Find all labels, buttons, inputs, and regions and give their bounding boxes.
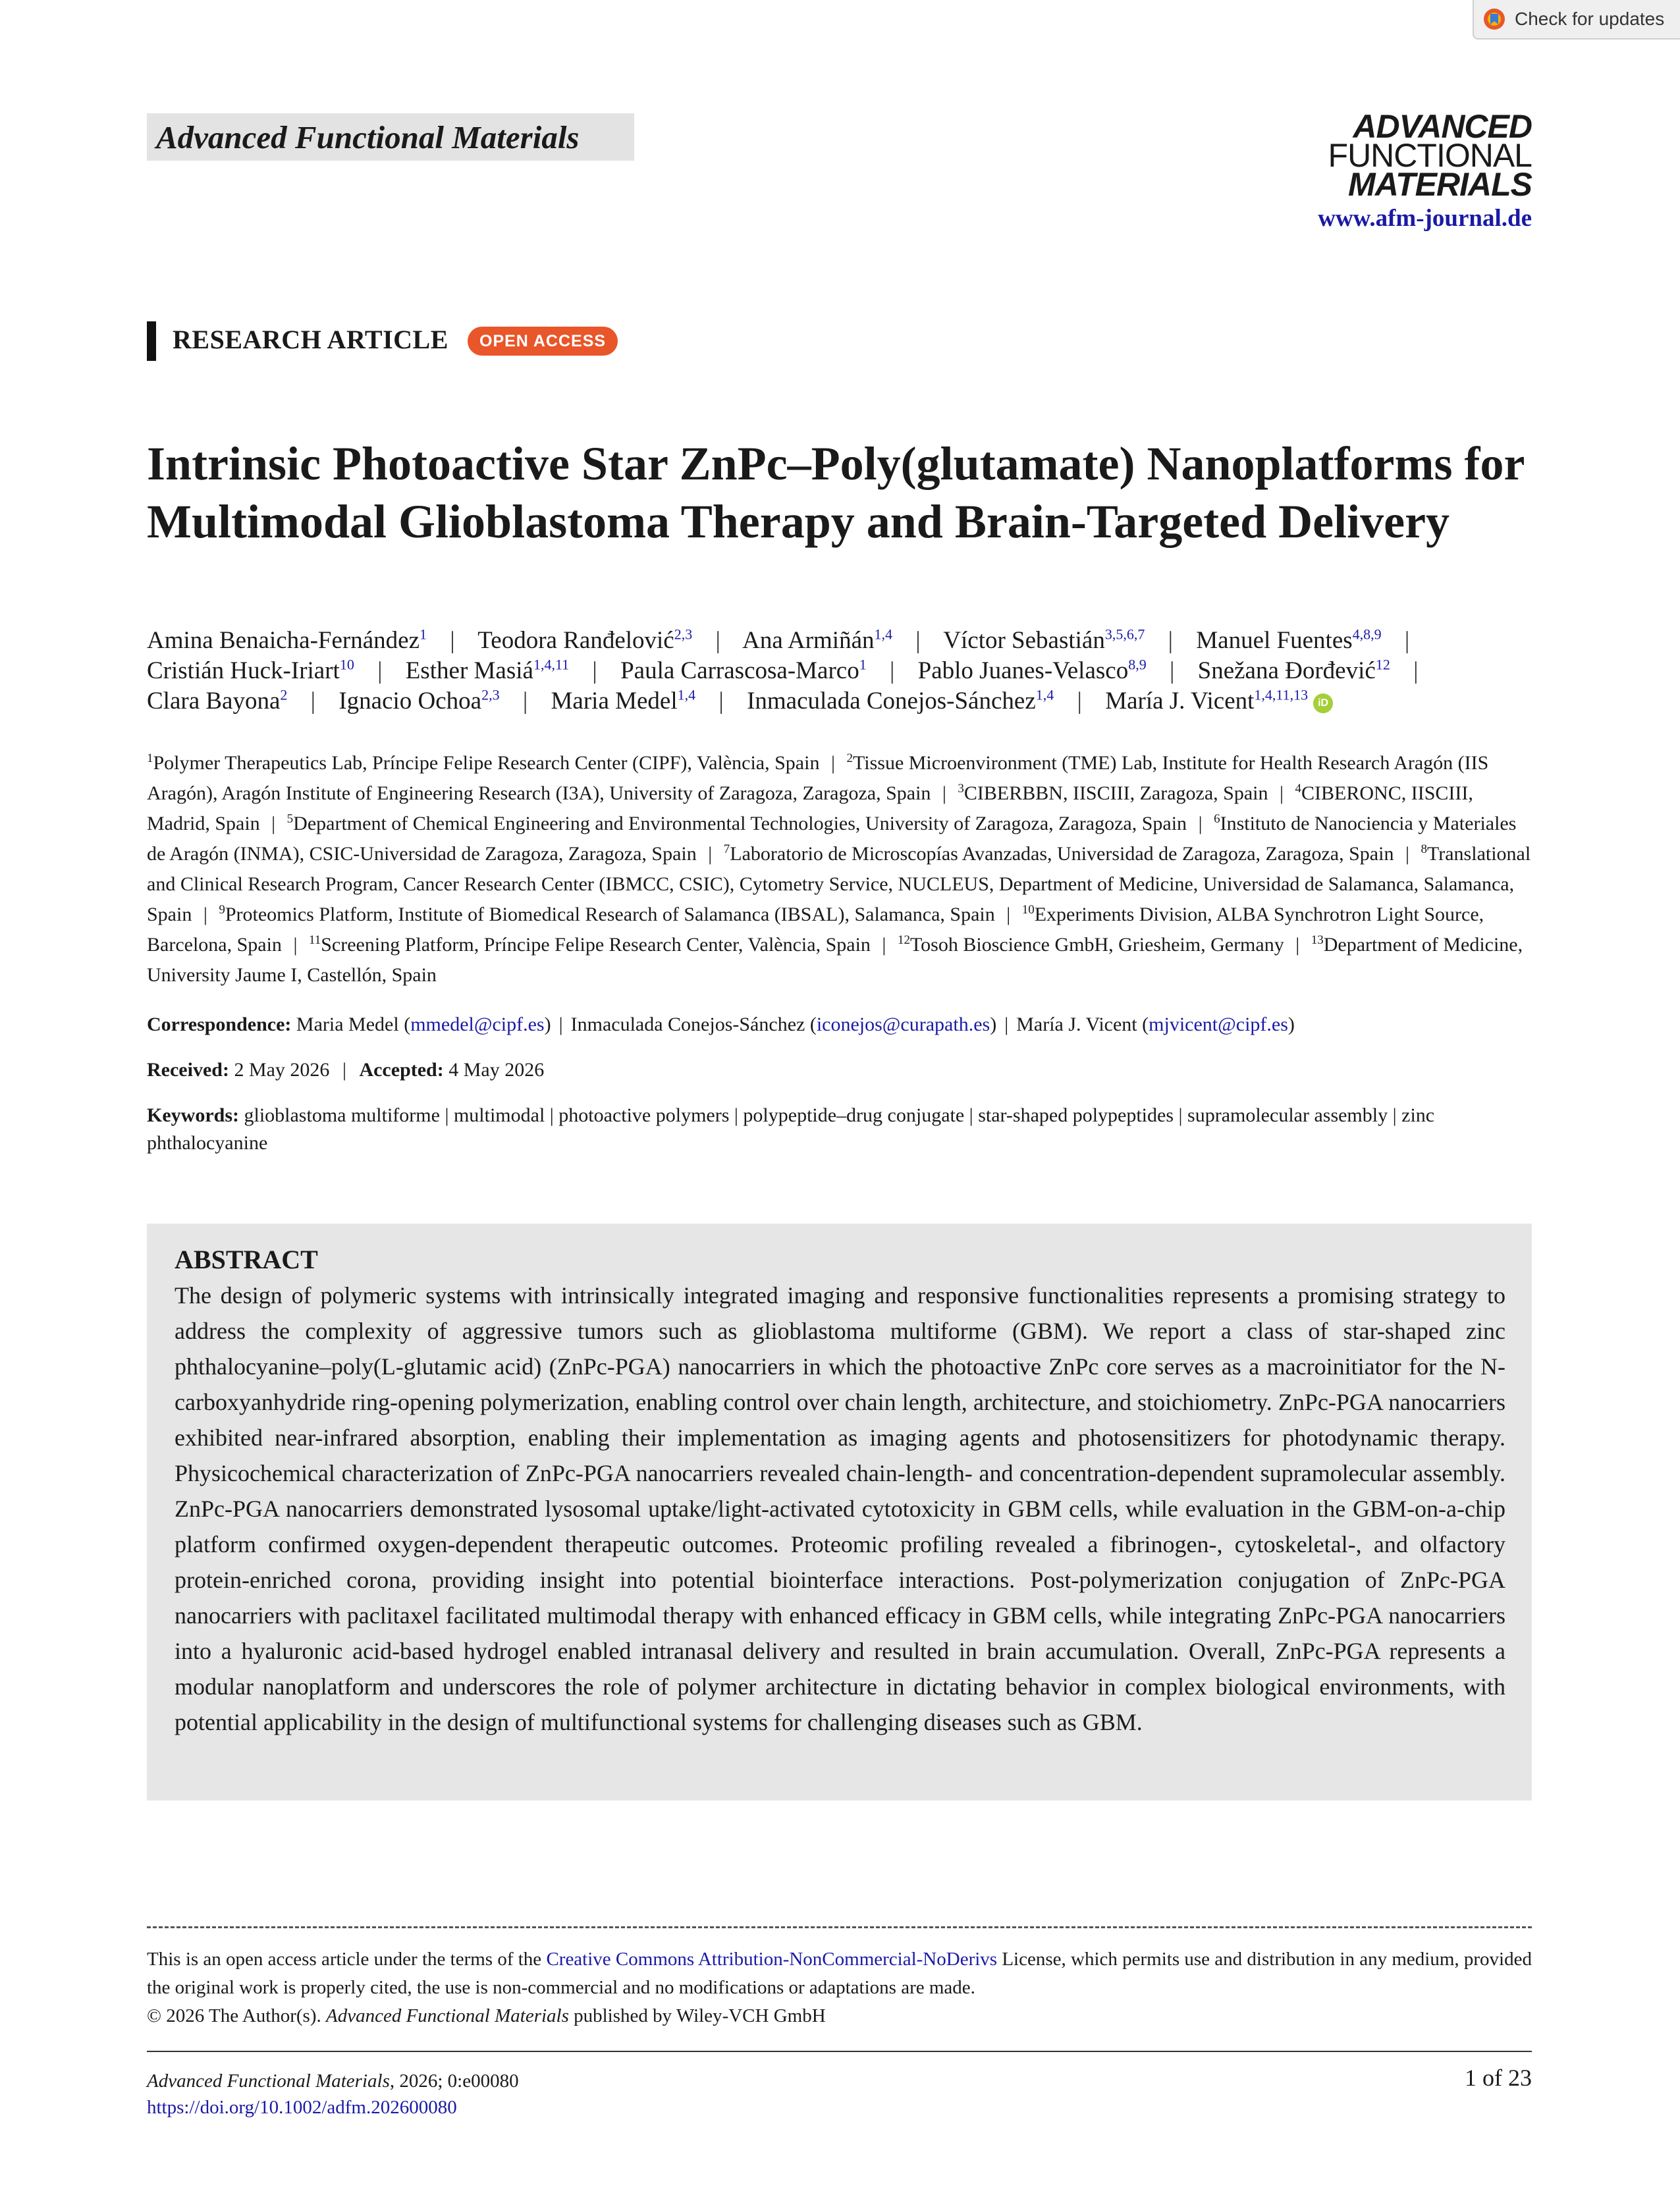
author-affiliation-ref[interactable]: 2,3 — [674, 626, 693, 643]
author-affiliation-ref[interactable]: 1,4 — [874, 626, 892, 643]
separator: | — [310, 688, 316, 715]
abstract-text: The design of polymeric systems with intrinsically integrated imaging and responsive functionalities represents a promising strategy to address the complexity of aggressive tumors such as glioblastoma multiforme (GBM). We report a class of star-shaped zinc phthalocyanine–poly(L-glutamic acid) (ZnPc-PGA) nanocarriers in which the photoactive ZnPc core serves as a macroinitiator for the N-carboxyanhydride ring-opening polymerization, enabling control over chain length, architecture, and stoichiometry. ZnPc-PGA nanocarriers exhibited near-infrared absorption, enabling their implementation as imaging agents and photosensitizers for photodynamic therapy. Physicochemical characterization of ZnPc-PGA nanocarriers revealed chain-length- and concentration-dependent supramolecular assembly. ZnPc-PGA nanocarriers demonstrated lysosomal uptake/light-activated cytotoxicity in GBM cells, while evaluation in the GBM-on-a-chip platform confirmed oxygen-dependent therapeutic outcomes. Proteomic profiling revealed a fibrinogen-, cytoskeletal-, and olfactory protein-enriched corona, providing insight into potential biointerface interactions. Post-polymerization conjugation of ZnPc-PGA nanocarriers with paclitaxel facilitated multimodal therapy with enhanced efficacy in GBM cells, while integrating ZnPc-PGA nanocarriers into a hyaluronic acid-based hydrogel enabled intranasal delivery and resulted in brain accumulation. Overall, ZnPc-PGA represents a modular nanoplatform and underscores the role of polymer architecture in dictating behavior in complex biological environments, with potential applicability in the design of multifunctional systems for challenging diseases such as GBM. — [175, 1282, 1505, 1735]
correspondence: Correspondence: Maria Medel (mmedel@cipf.es) | Inmaculada Conejos-Sánchez (iconejos@curapath.es) | María J. Vicent (mjvicent@cipf.es) — [147, 1014, 1295, 1035]
affiliation-number: 13 — [1311, 933, 1324, 947]
journal-logo — [1314, 108, 1532, 203]
author — [339, 688, 499, 715]
correspondence-name: María J. Vicent — [1016, 1014, 1137, 1035]
separator: | — [1405, 843, 1409, 865]
separator: | — [942, 782, 946, 804]
affiliation-text: Proteomics Platform, Institute of Biomedical Research of Salamanca (IBSAL), Salamanca, Spain — [225, 904, 995, 925]
affiliation-number: 1 — [147, 751, 153, 765]
separator: | — [271, 813, 276, 834]
license-notice — [147, 1945, 1532, 2030]
affiliation-text: Department of Chemical Engineering and Environmental Technologies, University of Zaragoza, Zaragoza, Spain — [293, 813, 1187, 834]
author-affiliation-ref[interactable]: 1,4,11 — [533, 656, 570, 673]
copyright-post: published by Wiley-VCH GmbH — [568, 2005, 826, 2026]
author-affiliation-ref[interactable]: 1,4 — [677, 686, 696, 703]
affiliation-number: 5 — [286, 812, 294, 826]
check-for-updates-button[interactable] — [1473, 0, 1680, 40]
separator: | — [1198, 813, 1203, 834]
license-text-pre: This is an open access article under the terms of the — [147, 1949, 547, 1970]
affiliation — [958, 782, 1268, 804]
doi-link[interactable]: https://doi.org/10.1002/adfm.202600080 — [147, 2097, 457, 2118]
author-affiliation-ref[interactable]: 4,8,9 — [1352, 626, 1382, 643]
separator: | — [549, 1104, 554, 1126]
affiliation-text: Translational and Clinical Research Program, Cancer Research Center (IBMCC, CSIC), Cytometry Service, NUCLEUS, Department of Medicine, Universidad de Salamanca, Salamanca, Spain — [147, 843, 1531, 925]
author-affiliation-ref[interactable]: 8,9 — [1128, 656, 1147, 673]
author-name: Cristián Huck-Iriart — [147, 657, 340, 684]
footer-citation — [147, 2068, 519, 2121]
affiliation-text: Department of Medicine, University Jaume I, Castellón, Spain — [147, 934, 1523, 986]
affiliation-number: 11 — [308, 933, 321, 947]
author-name: Ignacio Ochoa — [339, 688, 482, 715]
affiliation-text: Experiments Division, ALBA Synchrotron Light Source, Barcelona, Spain — [147, 904, 1484, 956]
author — [1196, 627, 1381, 654]
affiliation-text: Polymer Therapeutics Lab, Príncipe Felipe Research Center (CIPF), València, Spain — [153, 752, 820, 774]
affiliation-number: 10 — [1021, 903, 1035, 917]
separator: | — [1280, 782, 1284, 804]
author — [147, 657, 354, 684]
author-list — [147, 626, 1536, 717]
open-access-badge: OPEN ACCESS — [468, 327, 618, 356]
author — [620, 657, 867, 684]
correspondence-email-link[interactable]: mjvicent@cipf.es — [1149, 1014, 1288, 1035]
keyword: multimodal — [453, 1104, 545, 1126]
crossmark-icon — [1483, 8, 1505, 30]
keyword: star-shaped polypeptides — [978, 1104, 1174, 1126]
separator: | — [1413, 657, 1419, 684]
affiliation-text: Instituto de Nanociencia y Materiales de Aragón (INMA), CSIC-Universidad de Zaragoza, Zaragoza, Spain — [147, 813, 1517, 865]
separator: | — [830, 752, 835, 774]
affiliation — [309, 934, 871, 956]
author-name: Inmaculada Conejos-Sánchez — [747, 688, 1036, 715]
author — [918, 657, 1147, 684]
logo-line-3: MATERIALS — [1348, 166, 1532, 203]
author — [747, 688, 1054, 715]
separator: | — [708, 843, 713, 865]
separator: | — [558, 1014, 563, 1035]
separator: | — [203, 904, 207, 925]
affiliation — [219, 904, 994, 925]
author-affiliation-ref[interactable]: 2,3 — [481, 686, 500, 703]
affiliation-number: 3 — [958, 782, 964, 796]
author — [742, 627, 892, 654]
accepted-date: 4 May 2026 — [448, 1059, 545, 1081]
affiliation-list — [147, 748, 1536, 990]
separator: | — [592, 657, 597, 684]
author-affiliation-ref[interactable]: 12 — [1375, 656, 1390, 673]
keywords — [147, 1102, 1536, 1157]
affiliation-text: Tissue Microenvironment (TME) Lab, Institute for Health Research Aragón (IIS Aragón), Aragón Institute of Engineering Research (I3A), University of Zaragoza, Zaragoza, Spain — [147, 752, 1489, 804]
affiliation-text: Screening Platform, Príncipe Felipe Research Center, València, Spain — [321, 934, 871, 956]
separator: | — [1004, 1014, 1009, 1035]
separator: | — [1295, 934, 1300, 956]
correspondence-email-link[interactable]: iconejos@curapath.es — [816, 1014, 990, 1035]
author-name: Amina Benaicha-Fernández — [147, 627, 420, 654]
received-label: Received: — [147, 1059, 229, 1081]
separator: | — [1178, 1104, 1183, 1126]
license-link[interactable]: Creative Commons Attribution-NonCommercial-NoDerivs — [546, 1949, 998, 1970]
correspondence-email-link[interactable]: mmedel@cipf.es — [410, 1014, 545, 1035]
author-name: Manuel Fuentes — [1196, 627, 1353, 654]
author-name: Maria Medel — [551, 688, 678, 715]
logo-line-2: FUNCTIONAL — [1328, 137, 1532, 174]
separator: | — [915, 627, 921, 654]
affiliation — [287, 813, 1187, 834]
author-name: Paula Carrascosa-Marco — [620, 657, 859, 684]
separator: | — [969, 1104, 973, 1126]
author — [943, 627, 1145, 654]
journal-url-link[interactable]: www.afm-journal.de — [1318, 205, 1532, 232]
affiliation-number: 12 — [897, 933, 910, 947]
copyright-pre: © 2026 The Author(s). — [147, 2005, 327, 2026]
author-affiliation-ref[interactable]: 1 — [859, 656, 867, 673]
license-divider — [147, 1926, 1532, 1928]
separator: | — [1169, 657, 1175, 684]
author-name: Pablo Juanes-Velasco — [917, 657, 1129, 684]
separator: | — [715, 627, 720, 654]
affiliation — [724, 843, 1394, 865]
affiliation-text: CIBERONC, IISCIII, Madrid, Spain — [147, 782, 1473, 834]
keyword: zinc phthalocyanine — [147, 1104, 1435, 1154]
separator: | — [1392, 1104, 1397, 1126]
author — [1105, 688, 1333, 715]
article-type: RESEARCH ARTICLE — [173, 325, 448, 354]
separator: | — [734, 1104, 738, 1126]
separator: | — [1006, 904, 1011, 925]
author-name: Esther Masiá — [405, 657, 533, 684]
affiliation — [898, 934, 1284, 956]
separator: | — [293, 934, 298, 956]
author — [406, 657, 569, 684]
author — [147, 688, 287, 715]
copyright-journal: Advanced Functional Materials — [326, 2005, 569, 2026]
author-name: Ana Armiñán — [742, 627, 875, 654]
author-affiliation-ref[interactable]: 3,5,6,7 — [1104, 626, 1145, 643]
separator: | — [377, 657, 383, 684]
license-text-post: License, which permits use and distribution in any medium, provided the original work is properly cited, the use is non-commercial and no modifications or adaptations are made. — [147, 1949, 1532, 1998]
orcid-icon[interactable]: iD — [1313, 693, 1333, 713]
journal-name-tag: Advanced Functional Materials — [147, 113, 634, 161]
keyword: glioblastoma multiforme — [244, 1104, 440, 1126]
keyword: polypeptide–drug conjugate — [743, 1104, 965, 1126]
correspondence-label: Correspondence: — [147, 1014, 292, 1035]
correspondence-name: Inmaculada Conejos-Sánchez — [570, 1014, 805, 1035]
affiliation-text: CIBERBBN, IISCIII, Zaragoza, Spain — [963, 782, 1268, 804]
author-affiliation-ref[interactable]: 2 — [280, 686, 288, 703]
affiliation-number: 8 — [1421, 842, 1427, 856]
separator: | — [342, 1059, 346, 1081]
author-affiliation-ref[interactable]: 1,4 — [1035, 686, 1054, 703]
dates — [147, 1056, 1536, 1084]
author-name: Teodora Ranđelović — [477, 627, 674, 654]
page-number: 1 of 23 — [1465, 2065, 1532, 2091]
separator: | — [445, 1104, 449, 1126]
author-name: Snežana Đorđević — [1197, 657, 1376, 684]
affiliation-text: Tosoh Bioscience GmbH, Griesheim, Germany — [909, 934, 1284, 956]
affiliation-text: Laboratorio de Microscopías Avanzadas, Universidad de Zaragoza, Zaragoza, Spain — [730, 843, 1394, 865]
affiliation-number: 2 — [846, 751, 853, 765]
affiliation — [147, 752, 819, 774]
keyword: supramolecular assembly — [1187, 1104, 1388, 1126]
author-affiliation-ref[interactable]: 1 — [420, 626, 427, 643]
footer-citation-text: , 2026; 0:e00080 — [389, 2071, 519, 2092]
author — [477, 627, 692, 654]
accepted-label: Accepted: — [359, 1059, 444, 1081]
separator: | — [718, 688, 724, 715]
footer-divider — [147, 2051, 1532, 2052]
correspondence-name: Maria Medel — [296, 1014, 399, 1035]
author-name: Víctor Sebastián — [943, 627, 1105, 654]
footer-journal: Advanced Functional Materials — [147, 2071, 390, 2092]
article-title: Intrinsic Photoactive Star ZnPc–Poly(glutamate) Nanoplatforms for Multimodal Glioblastoma Therapy and Brain-Targeted Delivery — [147, 437, 1525, 548]
author-name: María J. Vicent — [1105, 688, 1255, 715]
separator: | — [882, 934, 886, 956]
affiliation-number: 4 — [1295, 782, 1302, 796]
affiliation-number: 9 — [219, 903, 225, 917]
affiliation-number: 6 — [1214, 812, 1220, 826]
abstract-box — [147, 1224, 1532, 1800]
separator: | — [522, 688, 528, 715]
keywords-label: Keywords: — [147, 1104, 239, 1126]
article-type-bar — [147, 321, 156, 361]
author — [147, 627, 427, 654]
affiliation-number: 7 — [723, 842, 730, 856]
author-affiliation-ref[interactable]: 1,4,11,13 — [1254, 686, 1309, 703]
check-for-updates-label: Check for updates — [1515, 9, 1665, 29]
author — [551, 688, 696, 715]
received-date: 2 May 2026 — [234, 1059, 330, 1081]
author — [1198, 657, 1390, 684]
separator: | — [1077, 688, 1082, 715]
author-name: Clara Bayona — [147, 688, 281, 715]
separator: | — [1168, 627, 1174, 654]
abstract-heading: ABSTRACT — [175, 1245, 318, 1274]
separator: | — [450, 627, 455, 654]
separator: | — [889, 657, 895, 684]
author-affiliation-ref[interactable]: 10 — [339, 656, 354, 673]
keyword: photoactive polymers — [558, 1104, 730, 1126]
separator: | — [1404, 627, 1410, 654]
logo-line-1: ADVANCED — [1353, 108, 1532, 145]
